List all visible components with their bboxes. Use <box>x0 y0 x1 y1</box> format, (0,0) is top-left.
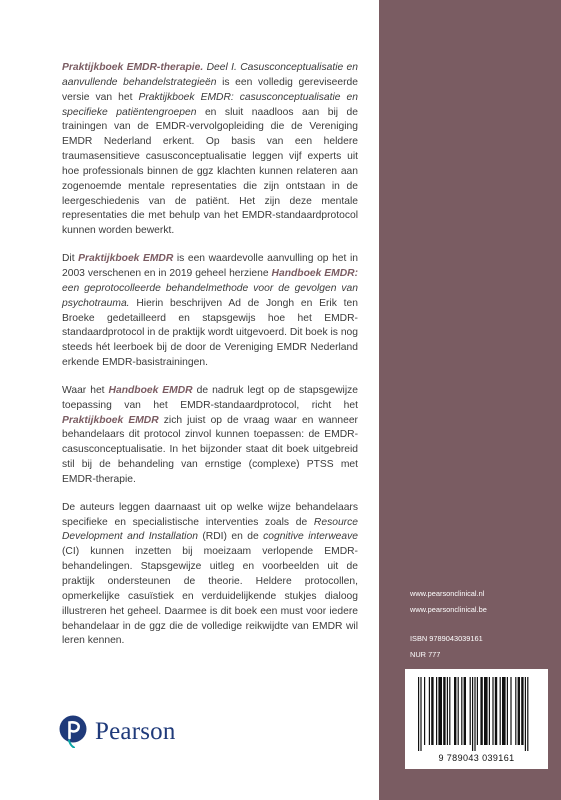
italic-text: Deel I. <box>203 62 241 73</box>
isbn-block <box>410 631 483 662</box>
body-text: is een waardevolle aanvulling op het in 2003 verschenen en in 2019 geheel herziene <box>62 253 358 279</box>
barcode-bars <box>414 677 539 751</box>
isbn-number: ISBN 9789043039161 <box>410 634 483 643</box>
isbn-barcode <box>405 669 548 769</box>
body-text: en sluit naadloos aan bij de trainingen van de EMDR-vervolgopleiding die de Vereniging EMDR Nederland erkent. Op basis van een heldere traumasensitieve casusconceptualisatie leggen vijf experts uit hoe professionals binnen de ggz klachten kunnen relateren aan zogenoemde mentale representaties die zijn ontstaan in de leergeschiedenis van de patiënt. Het zijn deze mentale representaties die met behulp van het EMDR-standaardprotocol kunnen worden bewerkt. <box>62 106 358 237</box>
publisher-urls <box>410 586 487 618</box>
publisher-name: Pearson <box>95 717 176 745</box>
highlighted-title: Praktijkboek EMDR <box>78 253 174 265</box>
blurb-text <box>62 61 358 662</box>
body-text: is een volledig gereviseerde versie van het <box>62 76 359 103</box>
url-be[interactable]: www.pearsonclinical.be <box>410 605 487 614</box>
italic-text: Resource Development and Installation <box>62 516 358 543</box>
italic-text: een geprotocolleerde behandelmethode voor de gevolgen van psychotrauma. <box>62 282 358 309</box>
blurb-paragraph <box>62 501 358 649</box>
highlighted-title: Handboek EMDR <box>108 384 193 396</box>
body-text: de nadruk legt op de stapsgewijze toepassing van het EMDR-standaardprotocol, richt het <box>62 384 358 411</box>
highlighted-title: Handboek EMDR: <box>271 267 358 279</box>
nur-code: NUR 777 <box>410 649 441 659</box>
body-text: De auteurs leggen daarnaast uit op welke wijze behandelaars specifieke en specialistische interventies zoals de <box>62 501 358 528</box>
italic-text: cognitive interweave <box>263 531 358 543</box>
url-nl[interactable]: www.pearsonclinical.nl <box>410 589 485 598</box>
body-text: Hierin beschrijven Ad de Jongh en Erik ten Broeke gedetailleerd en stapsgewijs hoe het EMDR-standaardprotocol in de praktijk wordt uitgevoerd. Dit boek is nog steeds hét leerboek bij de door de Vereniging EMDR Nederland erkende EMDR-basistrainingen. <box>62 297 358 369</box>
highlighted-title: Praktijkboek EMDR-therapie. <box>62 62 204 73</box>
pearson-logo <box>59 715 176 748</box>
blurb-paragraph <box>62 252 358 371</box>
body-text: (CI) kunnen inzetten bij moeizaam verlopende EMDR-behandelingen. Stapsgewijze uitleg en voorbeelden uit de praktijk ondersteunen de theorie. Heldere protocollen, opmerkelijke casuïstiek en verduidelijkende stukjes dialoog illustreren het geheel. Daarmee is dit boek een must voor iedere behandelaar in de ggz die de volledige reikwijdte van EMDR wil leren kennen. <box>62 546 358 647</box>
body-text: Dit <box>62 253 79 265</box>
pearson-p-icon <box>59 715 87 748</box>
blurb-paragraph <box>62 61 358 239</box>
body-text: zich juist op de vraag waar en wanneer behandelaars dit protocol zinvol kunnen toepassen: de EMDR-casusconceptualisatie. In het bijzonder staat dit boek uitgebreid stil bij de behandeling van ernstige (complexe) PTSS met EMDR-therapie. <box>62 414 358 485</box>
blurb-paragraph <box>62 384 358 488</box>
italic-text: Casusconceptualisatie en aanvullende behandelstrategieën <box>62 62 359 88</box>
barcode-digits: 9 789043 039161 <box>438 753 515 763</box>
italic-text: Praktijkboek EMDR: casusconceptualisatie en specifieke patiëntengroepen <box>62 91 359 118</box>
highlighted-title: Praktijkboek EMDR <box>62 414 159 426</box>
body-text: Waar het <box>62 384 109 396</box>
body-text: (RDI) en de <box>197 531 264 543</box>
